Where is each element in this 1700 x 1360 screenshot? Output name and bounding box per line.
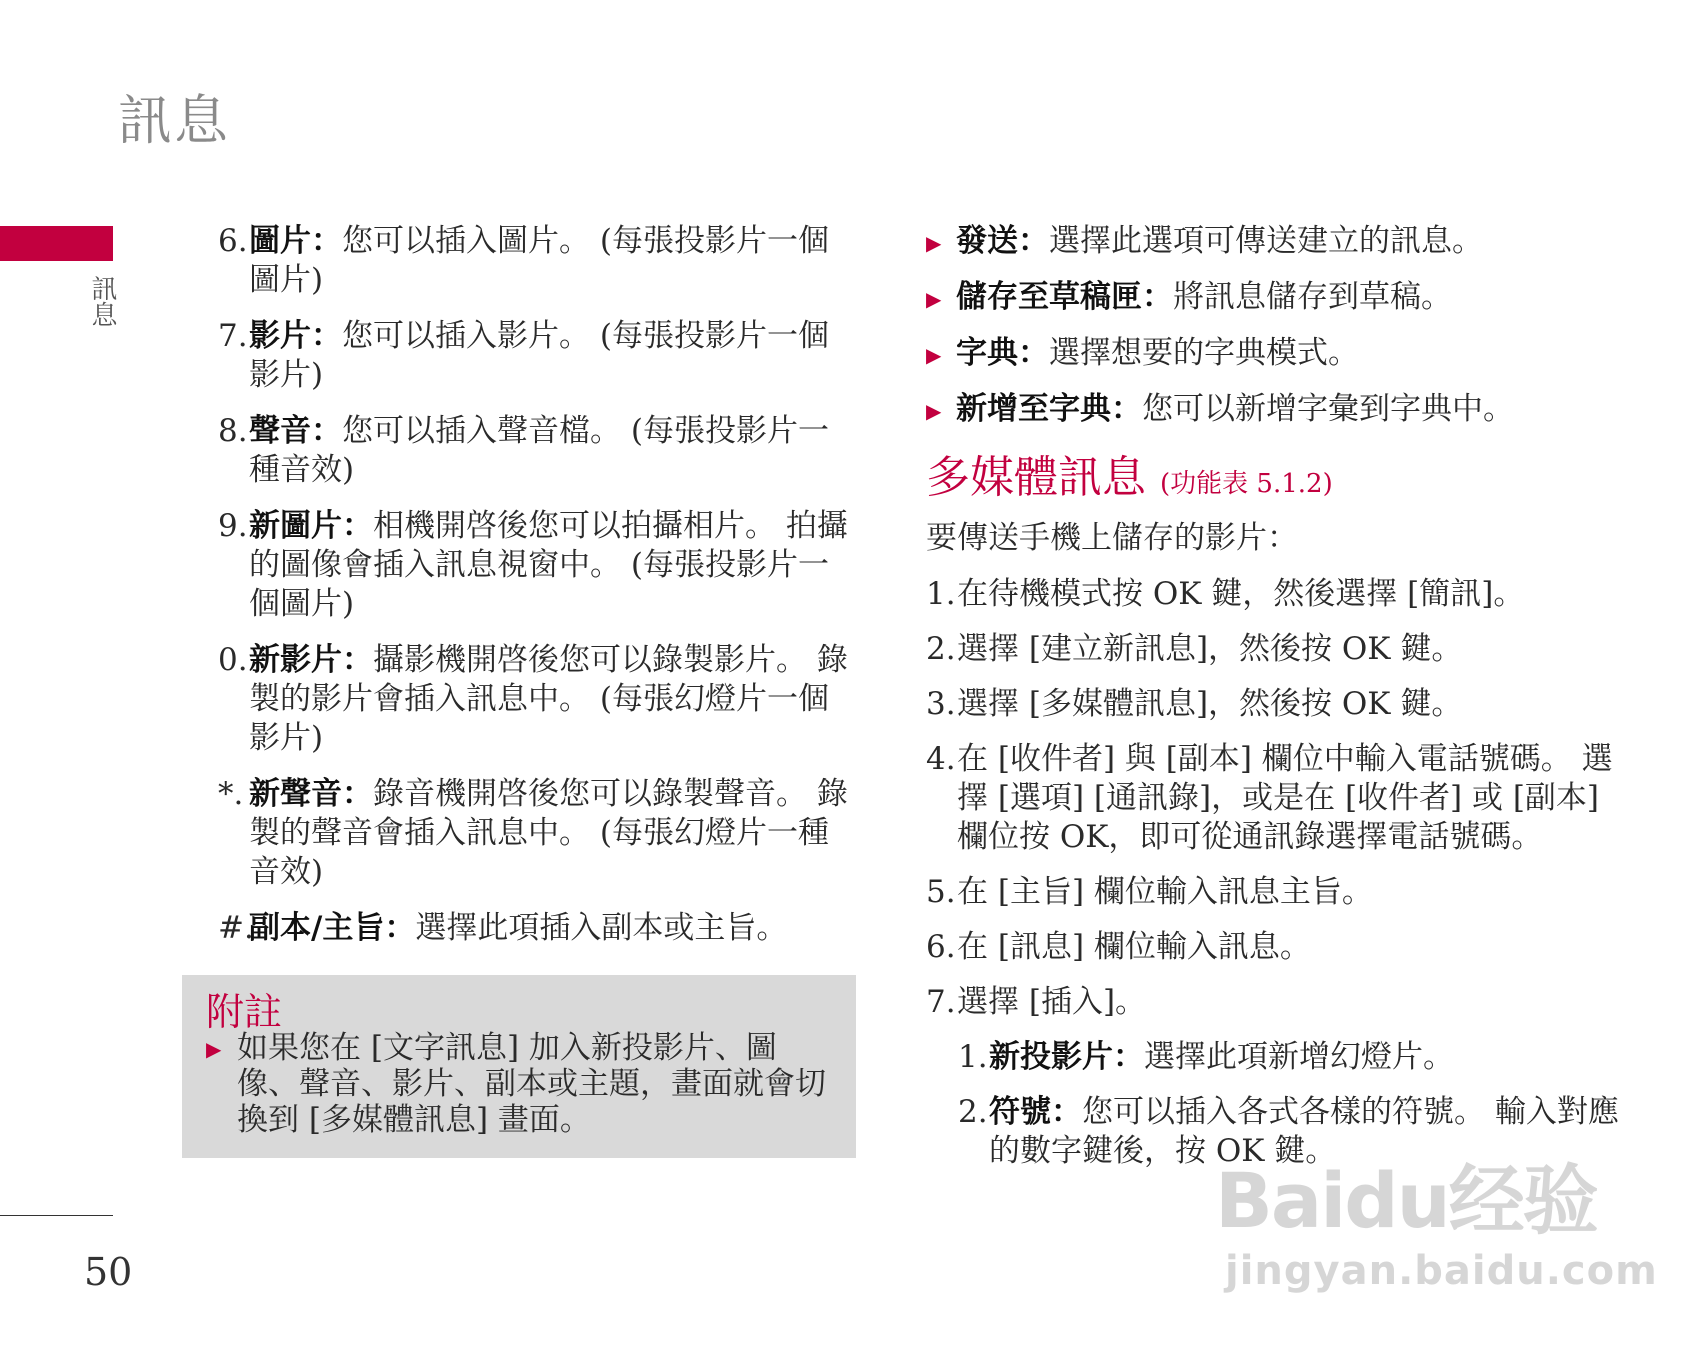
sub-step-new-slide	[958, 1038, 1626, 1077]
item-term: 聲音：	[249, 413, 342, 449]
sub-step-description: 您可以插入各式各樣的符號。 輸入對應的數字鍵後，按 OK 鍵。	[989, 1094, 1619, 1169]
footer-rule	[0, 1215, 113, 1216]
bullet-description: 選擇想要的字典模式。	[1049, 335, 1359, 371]
section-heading	[926, 451, 1626, 511]
left-column	[218, 222, 848, 965]
triangle-bullet-icon: ▶	[926, 343, 942, 367]
step-text: 在 [收件者] 與 [副本] 欄位中輸入電話號碼。 選擇 [選項] [通訊錄]，或是在 [收件者] 或 [副本] 欄位按 OK，即可從通訊錄選擇電話號碼。	[957, 741, 1613, 855]
bullet-description: 選擇此選項可傳送建立的訊息。	[1049, 223, 1483, 259]
item-description: 錄音機開啓後您可以錄製聲音。 錄製的聲音會插入訊息中。 (每張幻燈片一種音效)	[249, 776, 848, 890]
step-number: 6.	[926, 929, 956, 965]
step-number: 5.	[926, 874, 956, 910]
step-text: 選擇 [多媒體訊息]，然後按 OK 鍵。	[957, 686, 1463, 722]
item-number: 8.	[218, 413, 248, 449]
step-item	[926, 630, 1626, 669]
item-term: 新聲音：	[249, 776, 373, 812]
step-text: 選擇 [插入]。	[957, 984, 1147, 1020]
step-item	[926, 983, 1626, 1022]
bullet-save-to-drafts	[926, 278, 1626, 317]
bullet-term: 發送：	[956, 223, 1049, 259]
item-number: 6.	[218, 223, 248, 259]
step-text: 在 [主旨] 欄位輸入訊息主旨。	[957, 874, 1373, 910]
item-number: *.	[218, 776, 244, 812]
step-item	[926, 740, 1626, 857]
sub-step-description: 選擇此項新增幻燈片。	[1144, 1039, 1454, 1075]
bullet-dictionary	[926, 334, 1626, 373]
list-item-new-sound	[218, 775, 848, 892]
item-description: 您可以插入影片。 (每張投影片一個影片)	[249, 318, 829, 393]
chapter-title: 訊息	[118, 89, 230, 152]
section-menu-reference: (功能表 5.1.2)	[1160, 469, 1333, 499]
step-text: 在 [訊息] 欄位輸入訊息。	[957, 929, 1311, 965]
step-number: 4.	[926, 741, 956, 777]
step-item	[926, 873, 1626, 912]
section-intro: 要傳送手機上儲存的影片：	[926, 520, 1298, 556]
right-column	[926, 222, 1626, 1187]
chapter-tab-marker	[0, 226, 113, 261]
bullet-term: 儲存至草稿匣：	[956, 279, 1173, 315]
step-item	[926, 928, 1626, 967]
bullet-description: 將訊息儲存到草稿。	[1173, 279, 1452, 315]
item-number: 9.	[218, 508, 248, 544]
step-number: 2.	[926, 631, 956, 667]
triangle-bullet-icon: ▶	[206, 1037, 222, 1061]
list-item-cc-subject	[218, 909, 848, 948]
note-title: 附註	[206, 990, 283, 1034]
step-item	[926, 685, 1626, 724]
bullet-description: 您可以新增字彙到字典中。	[1142, 391, 1514, 427]
section-title: 多媒體訊息	[926, 452, 1146, 503]
list-item-new-picture	[218, 507, 848, 624]
triangle-bullet-icon: ▶	[926, 231, 942, 255]
step-number: 3.	[926, 686, 956, 722]
item-number: #.	[218, 910, 254, 946]
bullet-term: 字典：	[956, 335, 1049, 371]
chapter-side-label: 訊息	[87, 275, 117, 327]
sub-step-term: 符號：	[989, 1094, 1082, 1130]
item-term: 影片：	[249, 318, 342, 354]
step-number: 7.	[926, 984, 956, 1020]
watermark-url: jingyan.baidu.com	[1225, 1248, 1658, 1294]
step-text: 選擇 [建立新訊息]，然後按 OK 鍵。	[957, 631, 1463, 667]
page-number: 50	[84, 1250, 133, 1294]
triangle-bullet-icon: ▶	[926, 399, 942, 423]
item-description: 您可以插入圖片。 (每張投影片一個圖片)	[249, 223, 829, 298]
item-description: 選擇此項插入副本或主旨。	[415, 910, 788, 946]
baidu-watermark	[1215, 1140, 1658, 1310]
item-description: 您可以插入聲音檔。 (每張投影片一種音效)	[249, 413, 829, 488]
sub-step-number: 2.	[958, 1094, 988, 1130]
item-description: 攝影機開啓後您可以錄製影片。 錄製的影片會插入訊息中。 (每張幻燈片一個影片)	[249, 642, 848, 756]
step-item	[926, 575, 1626, 614]
note-box	[182, 975, 856, 1158]
step-text: 在待機模式按 OK 鍵，然後選擇 [簡訊]。	[957, 576, 1525, 612]
triangle-bullet-icon: ▶	[926, 287, 942, 311]
list-item-pictures	[218, 222, 848, 300]
item-term: 新圖片：	[249, 508, 373, 544]
sub-step-number: 1.	[958, 1039, 988, 1075]
note-text: 如果您在 [文字訊息] 加入新投影片、圖像、聲音、影片、副本或主題，畫面就會切換到 [多媒體訊息] 畫面。	[237, 1030, 826, 1138]
list-item-new-video	[218, 641, 848, 758]
sub-step-term: 新投影片：	[989, 1039, 1144, 1075]
item-term: 副本/主旨：	[249, 910, 416, 946]
item-number: 0.	[218, 642, 248, 678]
bullet-send	[926, 222, 1626, 261]
item-description: 相機開啓後您可以拍攝相片。 拍攝的圖像會插入訊息視窗中。 (每張投影片一個圖片)	[249, 508, 848, 622]
list-item-sound	[218, 412, 848, 490]
step-number: 1.	[926, 576, 956, 612]
watermark-logo: Baidu经验	[1215, 1156, 1597, 1245]
item-term: 圖片：	[249, 223, 342, 259]
bullet-term: 新增至字典：	[956, 391, 1142, 427]
item-term: 新影片：	[249, 642, 373, 678]
list-item-video	[218, 317, 848, 395]
bullet-add-to-dictionary	[926, 390, 1626, 429]
item-number: 7.	[218, 318, 248, 354]
